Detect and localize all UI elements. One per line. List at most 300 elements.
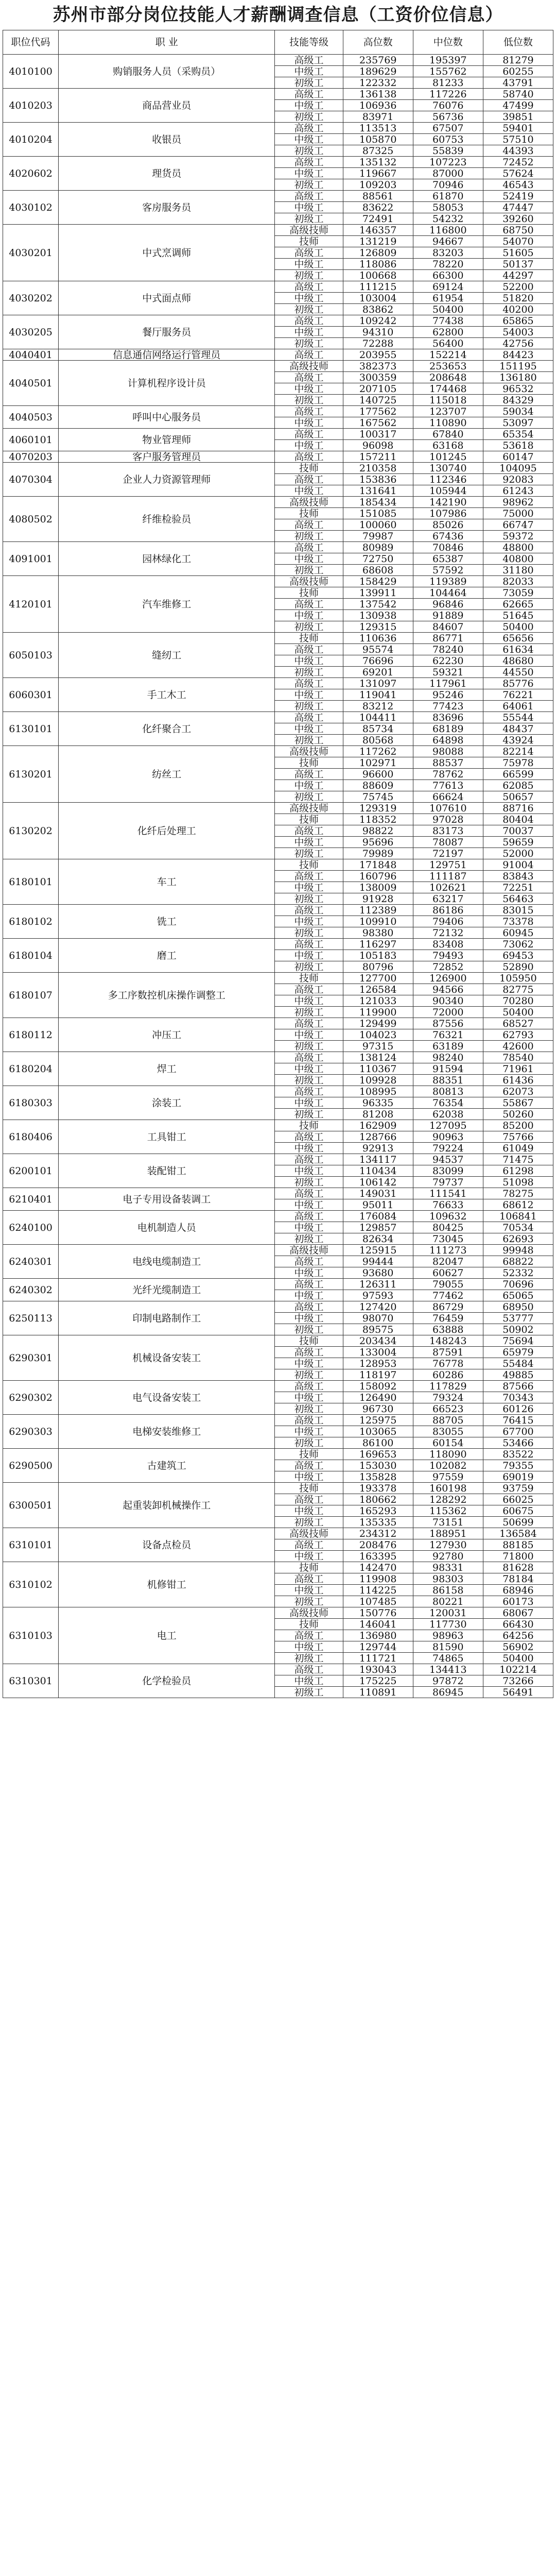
occupation-code-cell: 6240301 xyxy=(3,1245,59,1279)
high-value-cell: 300359 xyxy=(343,372,413,383)
occupation-name-cell: 车工 xyxy=(59,859,275,905)
low-value-cell: 50400 xyxy=(483,1653,553,1664)
high-value-cell: 114225 xyxy=(343,1585,413,1596)
occupation-name-cell: 化纤后处理工 xyxy=(59,803,275,859)
low-value-cell: 52200 xyxy=(483,281,553,293)
high-value-cell: 95696 xyxy=(343,837,413,848)
median-value-cell: 78087 xyxy=(413,837,483,848)
high-value-cell: 146357 xyxy=(343,225,413,236)
table-row xyxy=(3,1120,553,1131)
high-value-cell: 139911 xyxy=(343,587,413,599)
occupation-name-cell: 化学检验员 xyxy=(59,1664,275,1698)
skill-level-cell: 初级工 xyxy=(275,1517,343,1528)
median-value-cell: 117730 xyxy=(413,1619,483,1630)
skill-level-cell: 高级工 xyxy=(275,1086,343,1097)
occupation-name-cell: 化纤聚合工 xyxy=(59,712,275,746)
skill-level-cell: 初级工 xyxy=(275,1109,343,1120)
high-value-cell: 126809 xyxy=(343,247,413,259)
skill-level-cell: 中级工 xyxy=(275,134,343,145)
skill-level-cell: 初级工 xyxy=(275,621,343,633)
high-value-cell: 99444 xyxy=(343,1256,413,1267)
low-value-cell: 47499 xyxy=(483,100,553,111)
occupation-code-cell: 6240100 xyxy=(3,1211,59,1245)
low-value-cell: 83843 xyxy=(483,871,553,882)
low-value-cell: 51605 xyxy=(483,247,553,259)
skill-level-cell: 高级工 xyxy=(275,644,343,655)
occupation-name-cell: 理货员 xyxy=(59,157,275,191)
high-value-cell: 162909 xyxy=(343,1120,413,1131)
skill-level-cell: 技师 xyxy=(275,633,343,644)
table-row xyxy=(3,1052,553,1063)
median-value-cell: 73151 xyxy=(413,1517,483,1528)
skill-level-cell: 高级工 xyxy=(275,1415,343,1426)
occupation-code-cell: 4040401 xyxy=(3,349,59,361)
high-value-cell: 129744 xyxy=(343,1641,413,1653)
median-value-cell: 67507 xyxy=(413,123,483,134)
median-value-cell: 91594 xyxy=(413,1063,483,1075)
median-value-cell: 65387 xyxy=(413,553,483,565)
low-value-cell: 44550 xyxy=(483,667,553,678)
table-body xyxy=(3,55,553,1698)
skill-level-cell: 高级工 xyxy=(275,1460,343,1471)
median-value-cell: 109632 xyxy=(413,1211,483,1222)
median-value-cell: 68189 xyxy=(413,723,483,735)
occupation-name-cell: 商品营业员 xyxy=(59,89,275,123)
high-value-cell: 118352 xyxy=(343,814,413,825)
occupation-code-cell: 4080502 xyxy=(3,497,59,542)
skill-level-cell: 初级工 xyxy=(275,961,343,973)
skill-level-cell: 中级工 xyxy=(275,1063,343,1075)
occupation-code-cell: 6310301 xyxy=(3,1664,59,1698)
low-value-cell: 54003 xyxy=(483,327,553,338)
header-occupation: 职 业 xyxy=(59,30,275,55)
high-value-cell: 135132 xyxy=(343,157,413,168)
high-value-cell: 111215 xyxy=(343,281,413,293)
skill-level-cell: 中级工 xyxy=(275,916,343,927)
occupation-name-cell: 光纤光缆制造工 xyxy=(59,1279,275,1301)
low-value-cell: 72452 xyxy=(483,157,553,168)
median-value-cell: 83173 xyxy=(413,825,483,837)
high-value-cell: 83622 xyxy=(343,202,413,213)
skill-level-cell: 初级工 xyxy=(275,1403,343,1415)
low-value-cell: 71800 xyxy=(483,1551,553,1562)
header-median: 中位数 xyxy=(413,30,483,55)
high-value-cell: 140725 xyxy=(343,395,413,406)
high-value-cell: 107485 xyxy=(343,1596,413,1607)
occupation-code-cell: 6130201 xyxy=(3,746,59,803)
high-value-cell: 98070 xyxy=(343,1313,413,1324)
median-value-cell: 142190 xyxy=(413,497,483,508)
low-value-cell: 84423 xyxy=(483,349,553,361)
low-value-cell: 66025 xyxy=(483,1494,553,1505)
median-value-cell: 70946 xyxy=(413,179,483,191)
high-value-cell: 103065 xyxy=(343,1426,413,1437)
high-value-cell: 118086 xyxy=(343,259,413,270)
high-value-cell: 112389 xyxy=(343,905,413,916)
high-value-cell: 104023 xyxy=(343,1029,413,1041)
median-value-cell: 76459 xyxy=(413,1313,483,1324)
high-value-cell: 122332 xyxy=(343,77,413,89)
median-value-cell: 55839 xyxy=(413,145,483,157)
table-row xyxy=(3,905,553,916)
table-row xyxy=(3,281,553,293)
table-row xyxy=(3,157,553,168)
high-value-cell: 167562 xyxy=(343,417,413,429)
low-value-cell: 68612 xyxy=(483,1199,553,1211)
skill-level-cell: 技师 xyxy=(275,1483,343,1494)
high-value-cell: 102971 xyxy=(343,757,413,769)
skill-level-cell: 高级工 xyxy=(275,1381,343,1392)
low-value-cell: 65865 xyxy=(483,315,553,327)
skill-level-cell: 初级工 xyxy=(275,1369,343,1381)
high-value-cell: 91928 xyxy=(343,893,413,905)
low-value-cell: 60173 xyxy=(483,1596,553,1607)
high-value-cell: 110891 xyxy=(343,1687,413,1698)
high-value-cell: 72491 xyxy=(343,213,413,225)
high-value-cell: 100668 xyxy=(343,270,413,281)
skill-level-cell: 中级工 xyxy=(275,417,343,429)
low-value-cell: 70280 xyxy=(483,995,553,1007)
skill-level-cell: 中级工 xyxy=(275,1029,343,1041)
high-value-cell: 128953 xyxy=(343,1358,413,1369)
median-value-cell: 76321 xyxy=(413,1029,483,1041)
high-value-cell: 153836 xyxy=(343,474,413,485)
median-value-cell: 126900 xyxy=(413,973,483,984)
median-value-cell: 62800 xyxy=(413,327,483,338)
salary-table xyxy=(3,30,553,1698)
skill-level-cell: 中级工 xyxy=(275,1143,343,1154)
skill-level-cell: 中级工 xyxy=(275,655,343,667)
skill-level-cell: 高级工 xyxy=(275,247,343,259)
skill-level-cell: 高级工 xyxy=(275,191,343,202)
occupation-code-cell: 4070304 xyxy=(3,463,59,497)
high-value-cell: 125915 xyxy=(343,1245,413,1256)
high-value-cell: 80989 xyxy=(343,542,413,553)
median-value-cell: 107223 xyxy=(413,157,483,168)
occupation-name-cell: 汽车维修工 xyxy=(59,576,275,633)
occupation-name-cell: 收银员 xyxy=(59,123,275,157)
median-value-cell: 117226 xyxy=(413,89,483,100)
occupation-code-cell: 6180107 xyxy=(3,973,59,1018)
median-value-cell: 77423 xyxy=(413,701,483,712)
median-value-cell: 58053 xyxy=(413,202,483,213)
low-value-cell: 46543 xyxy=(483,179,553,191)
skill-level-cell: 高级技师 xyxy=(275,225,343,236)
skill-level-cell: 初级工 xyxy=(275,1177,343,1188)
low-value-cell: 65656 xyxy=(483,633,553,644)
high-value-cell: 81208 xyxy=(343,1109,413,1120)
high-value-cell: 80568 xyxy=(343,735,413,746)
median-value-cell: 86186 xyxy=(413,905,483,916)
high-value-cell: 193043 xyxy=(343,1664,413,1675)
high-value-cell: 151085 xyxy=(343,508,413,519)
median-value-cell: 111541 xyxy=(413,1188,483,1199)
occupation-name-cell: 电梯安装维修工 xyxy=(59,1415,275,1449)
skill-level-cell: 高级工 xyxy=(275,1018,343,1029)
high-value-cell: 234312 xyxy=(343,1528,413,1539)
high-value-cell: 88609 xyxy=(343,780,413,791)
high-value-cell: 113513 xyxy=(343,123,413,134)
median-value-cell: 208648 xyxy=(413,372,483,383)
high-value-cell: 128766 xyxy=(343,1131,413,1143)
low-value-cell: 72251 xyxy=(483,882,553,893)
low-value-cell: 71961 xyxy=(483,1063,553,1075)
skill-level-cell: 中级工 xyxy=(275,383,343,395)
skill-level-cell: 初级工 xyxy=(275,927,343,939)
low-value-cell: 44297 xyxy=(483,270,553,281)
low-value-cell: 76221 xyxy=(483,689,553,701)
skill-level-cell: 高级工 xyxy=(275,1052,343,1063)
table-row xyxy=(3,1415,553,1426)
skill-level-cell: 中级工 xyxy=(275,1426,343,1437)
low-value-cell: 65979 xyxy=(483,1347,553,1358)
occupation-name-cell: 餐厅服务员 xyxy=(59,315,275,349)
low-value-cell: 73059 xyxy=(483,587,553,599)
skill-level-cell: 高级工 xyxy=(275,678,343,689)
skill-level-cell: 中级工 xyxy=(275,780,343,791)
median-value-cell: 94566 xyxy=(413,984,483,995)
skill-level-cell: 高级工 xyxy=(275,1256,343,1267)
occupation-name-cell: 呼叫中心服务员 xyxy=(59,406,275,429)
table-row xyxy=(3,1245,553,1256)
median-value-cell: 77462 xyxy=(413,1290,483,1301)
low-value-cell: 60147 xyxy=(483,451,553,463)
skill-level-cell: 初级工 xyxy=(275,893,343,905)
median-value-cell: 56736 xyxy=(413,111,483,123)
table-row xyxy=(3,1086,553,1097)
high-value-cell: 136980 xyxy=(343,1630,413,1641)
skill-level-cell: 高级工 xyxy=(275,406,343,417)
median-value-cell: 110890 xyxy=(413,417,483,429)
occupation-name-cell: 电工 xyxy=(59,1607,275,1664)
skill-level-cell: 高级工 xyxy=(275,1664,343,1675)
median-value-cell: 56400 xyxy=(413,338,483,349)
low-value-cell: 62073 xyxy=(483,1086,553,1097)
low-value-cell: 75694 xyxy=(483,1335,553,1347)
skill-level-cell: 高级工 xyxy=(275,281,343,293)
median-value-cell: 111187 xyxy=(413,871,483,882)
median-value-cell: 72132 xyxy=(413,927,483,939)
occupation-name-cell: 起重装卸机械操作工 xyxy=(59,1483,275,1528)
median-value-cell: 82047 xyxy=(413,1256,483,1267)
median-value-cell: 87000 xyxy=(413,168,483,179)
high-value-cell: 160796 xyxy=(343,871,413,882)
occupation-code-cell: 6250113 xyxy=(3,1301,59,1335)
median-value-cell: 129751 xyxy=(413,859,483,871)
skill-level-cell: 中级工 xyxy=(275,553,343,565)
high-value-cell: 133004 xyxy=(343,1347,413,1358)
median-value-cell: 127930 xyxy=(413,1539,483,1551)
low-value-cell: 52332 xyxy=(483,1267,553,1279)
median-value-cell: 92780 xyxy=(413,1551,483,1562)
table-row xyxy=(3,89,553,100)
high-value-cell: 106142 xyxy=(343,1177,413,1188)
low-value-cell: 136584 xyxy=(483,1528,553,1539)
low-value-cell: 70037 xyxy=(483,825,553,837)
occupation-name-cell: 多工序数控机床操作调整工 xyxy=(59,973,275,1018)
skill-level-cell: 中级工 xyxy=(275,1165,343,1177)
median-value-cell: 94667 xyxy=(413,236,483,247)
high-value-cell: 150776 xyxy=(343,1607,413,1619)
occupation-code-cell: 4020602 xyxy=(3,157,59,191)
low-value-cell: 62085 xyxy=(483,780,553,791)
skill-level-cell: 技师 xyxy=(275,859,343,871)
skill-level-cell: 初级工 xyxy=(275,338,343,349)
median-value-cell: 83055 xyxy=(413,1426,483,1437)
skill-level-cell: 高级工 xyxy=(275,123,343,134)
high-value-cell: 189629 xyxy=(343,66,413,77)
high-value-cell: 135828 xyxy=(343,1471,413,1483)
low-value-cell: 66747 xyxy=(483,519,553,531)
occupation-name-cell: 铣工 xyxy=(59,905,275,939)
skill-level-cell: 技师 xyxy=(275,236,343,247)
low-value-cell: 64061 xyxy=(483,701,553,712)
skill-level-cell: 高级技师 xyxy=(275,1528,343,1539)
median-value-cell: 107986 xyxy=(413,508,483,519)
occupation-code-cell: 4030205 xyxy=(3,315,59,349)
table-row xyxy=(3,746,553,757)
occupation-name-cell: 纤维检验员 xyxy=(59,497,275,542)
skill-level-cell: 中级工 xyxy=(275,293,343,304)
occupation-code-cell: 6200101 xyxy=(3,1154,59,1188)
skill-level-cell: 高级工 xyxy=(275,1630,343,1641)
skill-level-cell: 初级工 xyxy=(275,179,343,191)
high-value-cell: 109242 xyxy=(343,315,413,327)
high-value-cell: 87325 xyxy=(343,145,413,157)
skill-level-cell: 中级工 xyxy=(275,837,343,848)
median-value-cell: 87556 xyxy=(413,1018,483,1029)
skill-level-cell: 中级工 xyxy=(275,168,343,179)
low-value-cell: 50137 xyxy=(483,259,553,270)
median-value-cell: 102621 xyxy=(413,882,483,893)
occupation-code-cell: 6240302 xyxy=(3,1279,59,1301)
median-value-cell: 63888 xyxy=(413,1324,483,1335)
high-value-cell: 96098 xyxy=(343,440,413,451)
low-value-cell: 79355 xyxy=(483,1460,553,1471)
low-value-cell: 59401 xyxy=(483,123,553,134)
skill-level-cell: 技师 xyxy=(275,1449,343,1460)
low-value-cell: 71475 xyxy=(483,1154,553,1165)
high-value-cell: 68608 xyxy=(343,565,413,576)
median-value-cell: 91889 xyxy=(413,610,483,621)
high-value-cell: 109928 xyxy=(343,1075,413,1086)
skill-level-cell: 中级工 xyxy=(275,327,343,338)
occupation-name-cell: 信息通信网络运行管理员 xyxy=(59,349,275,361)
high-value-cell: 129315 xyxy=(343,621,413,633)
high-value-cell: 131219 xyxy=(343,236,413,247)
high-value-cell: 176084 xyxy=(343,1211,413,1222)
low-value-cell: 61049 xyxy=(483,1143,553,1154)
high-value-cell: 75745 xyxy=(343,791,413,803)
skill-level-cell: 初级工 xyxy=(275,111,343,123)
table-row xyxy=(3,712,553,723)
low-value-cell: 39851 xyxy=(483,111,553,123)
median-value-cell: 119389 xyxy=(413,576,483,587)
occupation-name-cell: 纺丝工 xyxy=(59,746,275,803)
skill-level-cell: 中级工 xyxy=(275,1392,343,1403)
high-value-cell: 118197 xyxy=(343,1369,413,1381)
median-value-cell: 188951 xyxy=(413,1528,483,1539)
low-value-cell: 54070 xyxy=(483,236,553,247)
skill-level-cell: 技师 xyxy=(275,757,343,769)
high-value-cell: 69201 xyxy=(343,667,413,678)
median-value-cell: 116800 xyxy=(413,225,483,236)
low-value-cell: 69019 xyxy=(483,1471,553,1483)
high-value-cell: 177562 xyxy=(343,406,413,417)
skill-level-cell: 高级工 xyxy=(275,1494,343,1505)
occupation-code-cell: 6290303 xyxy=(3,1415,59,1449)
table-row xyxy=(3,315,553,327)
median-value-cell: 86771 xyxy=(413,633,483,644)
table-row xyxy=(3,361,553,372)
median-value-cell: 57592 xyxy=(413,565,483,576)
median-value-cell: 76633 xyxy=(413,1199,483,1211)
occupation-name-cell: 装配钳工 xyxy=(59,1154,275,1188)
low-value-cell: 51645 xyxy=(483,610,553,621)
header-code: 职位代码 xyxy=(3,30,59,55)
high-value-cell: 83212 xyxy=(343,701,413,712)
low-value-cell: 61436 xyxy=(483,1075,553,1086)
median-value-cell: 60753 xyxy=(413,134,483,145)
skill-level-cell: 高级工 xyxy=(275,89,343,100)
low-value-cell: 75978 xyxy=(483,757,553,769)
skill-level-cell: 高级工 xyxy=(275,451,343,463)
table-row xyxy=(3,1211,553,1222)
high-value-cell: 117262 xyxy=(343,746,413,757)
high-value-cell: 136138 xyxy=(343,89,413,100)
median-value-cell: 67840 xyxy=(413,429,483,440)
table-row xyxy=(3,406,553,417)
skill-level-cell: 初级工 xyxy=(275,1596,343,1607)
low-value-cell: 82214 xyxy=(483,746,553,757)
low-value-cell: 50260 xyxy=(483,1109,553,1120)
skill-level-cell: 高级工 xyxy=(275,939,343,950)
median-value-cell: 115018 xyxy=(413,395,483,406)
occupation-name-cell: 涂装工 xyxy=(59,1086,275,1120)
skill-level-cell: 高级工 xyxy=(275,984,343,995)
high-value-cell: 163395 xyxy=(343,1551,413,1562)
low-value-cell: 48800 xyxy=(483,542,553,553)
high-value-cell: 129857 xyxy=(343,1222,413,1233)
median-value-cell: 78220 xyxy=(413,259,483,270)
occupation-code-cell: 6210401 xyxy=(3,1188,59,1211)
high-value-cell: 169653 xyxy=(343,1449,413,1460)
occupation-name-cell: 设备点检员 xyxy=(59,1528,275,1562)
high-value-cell: 100060 xyxy=(343,519,413,531)
low-value-cell: 52000 xyxy=(483,848,553,859)
high-value-cell: 235769 xyxy=(343,55,413,66)
skill-level-cell: 高级工 xyxy=(275,519,343,531)
table-row xyxy=(3,123,553,134)
occupation-name-cell: 客房服务员 xyxy=(59,191,275,225)
occupation-name-cell: 园林绿化工 xyxy=(59,542,275,576)
low-value-cell: 50400 xyxy=(483,621,553,633)
skill-level-cell: 中级工 xyxy=(275,1313,343,1324)
median-value-cell: 79493 xyxy=(413,950,483,961)
high-value-cell: 104411 xyxy=(343,712,413,723)
low-value-cell: 83015 xyxy=(483,905,553,916)
skill-level-cell: 中级工 xyxy=(275,689,343,701)
median-value-cell: 88351 xyxy=(413,1075,483,1086)
table-row xyxy=(3,429,553,440)
median-value-cell: 95246 xyxy=(413,689,483,701)
median-value-cell: 120031 xyxy=(413,1607,483,1619)
low-value-cell: 82033 xyxy=(483,576,553,587)
median-value-cell: 84607 xyxy=(413,621,483,633)
high-value-cell: 105870 xyxy=(343,134,413,145)
high-value-cell: 82634 xyxy=(343,1233,413,1245)
skill-level-cell: 高级技师 xyxy=(275,1607,343,1619)
